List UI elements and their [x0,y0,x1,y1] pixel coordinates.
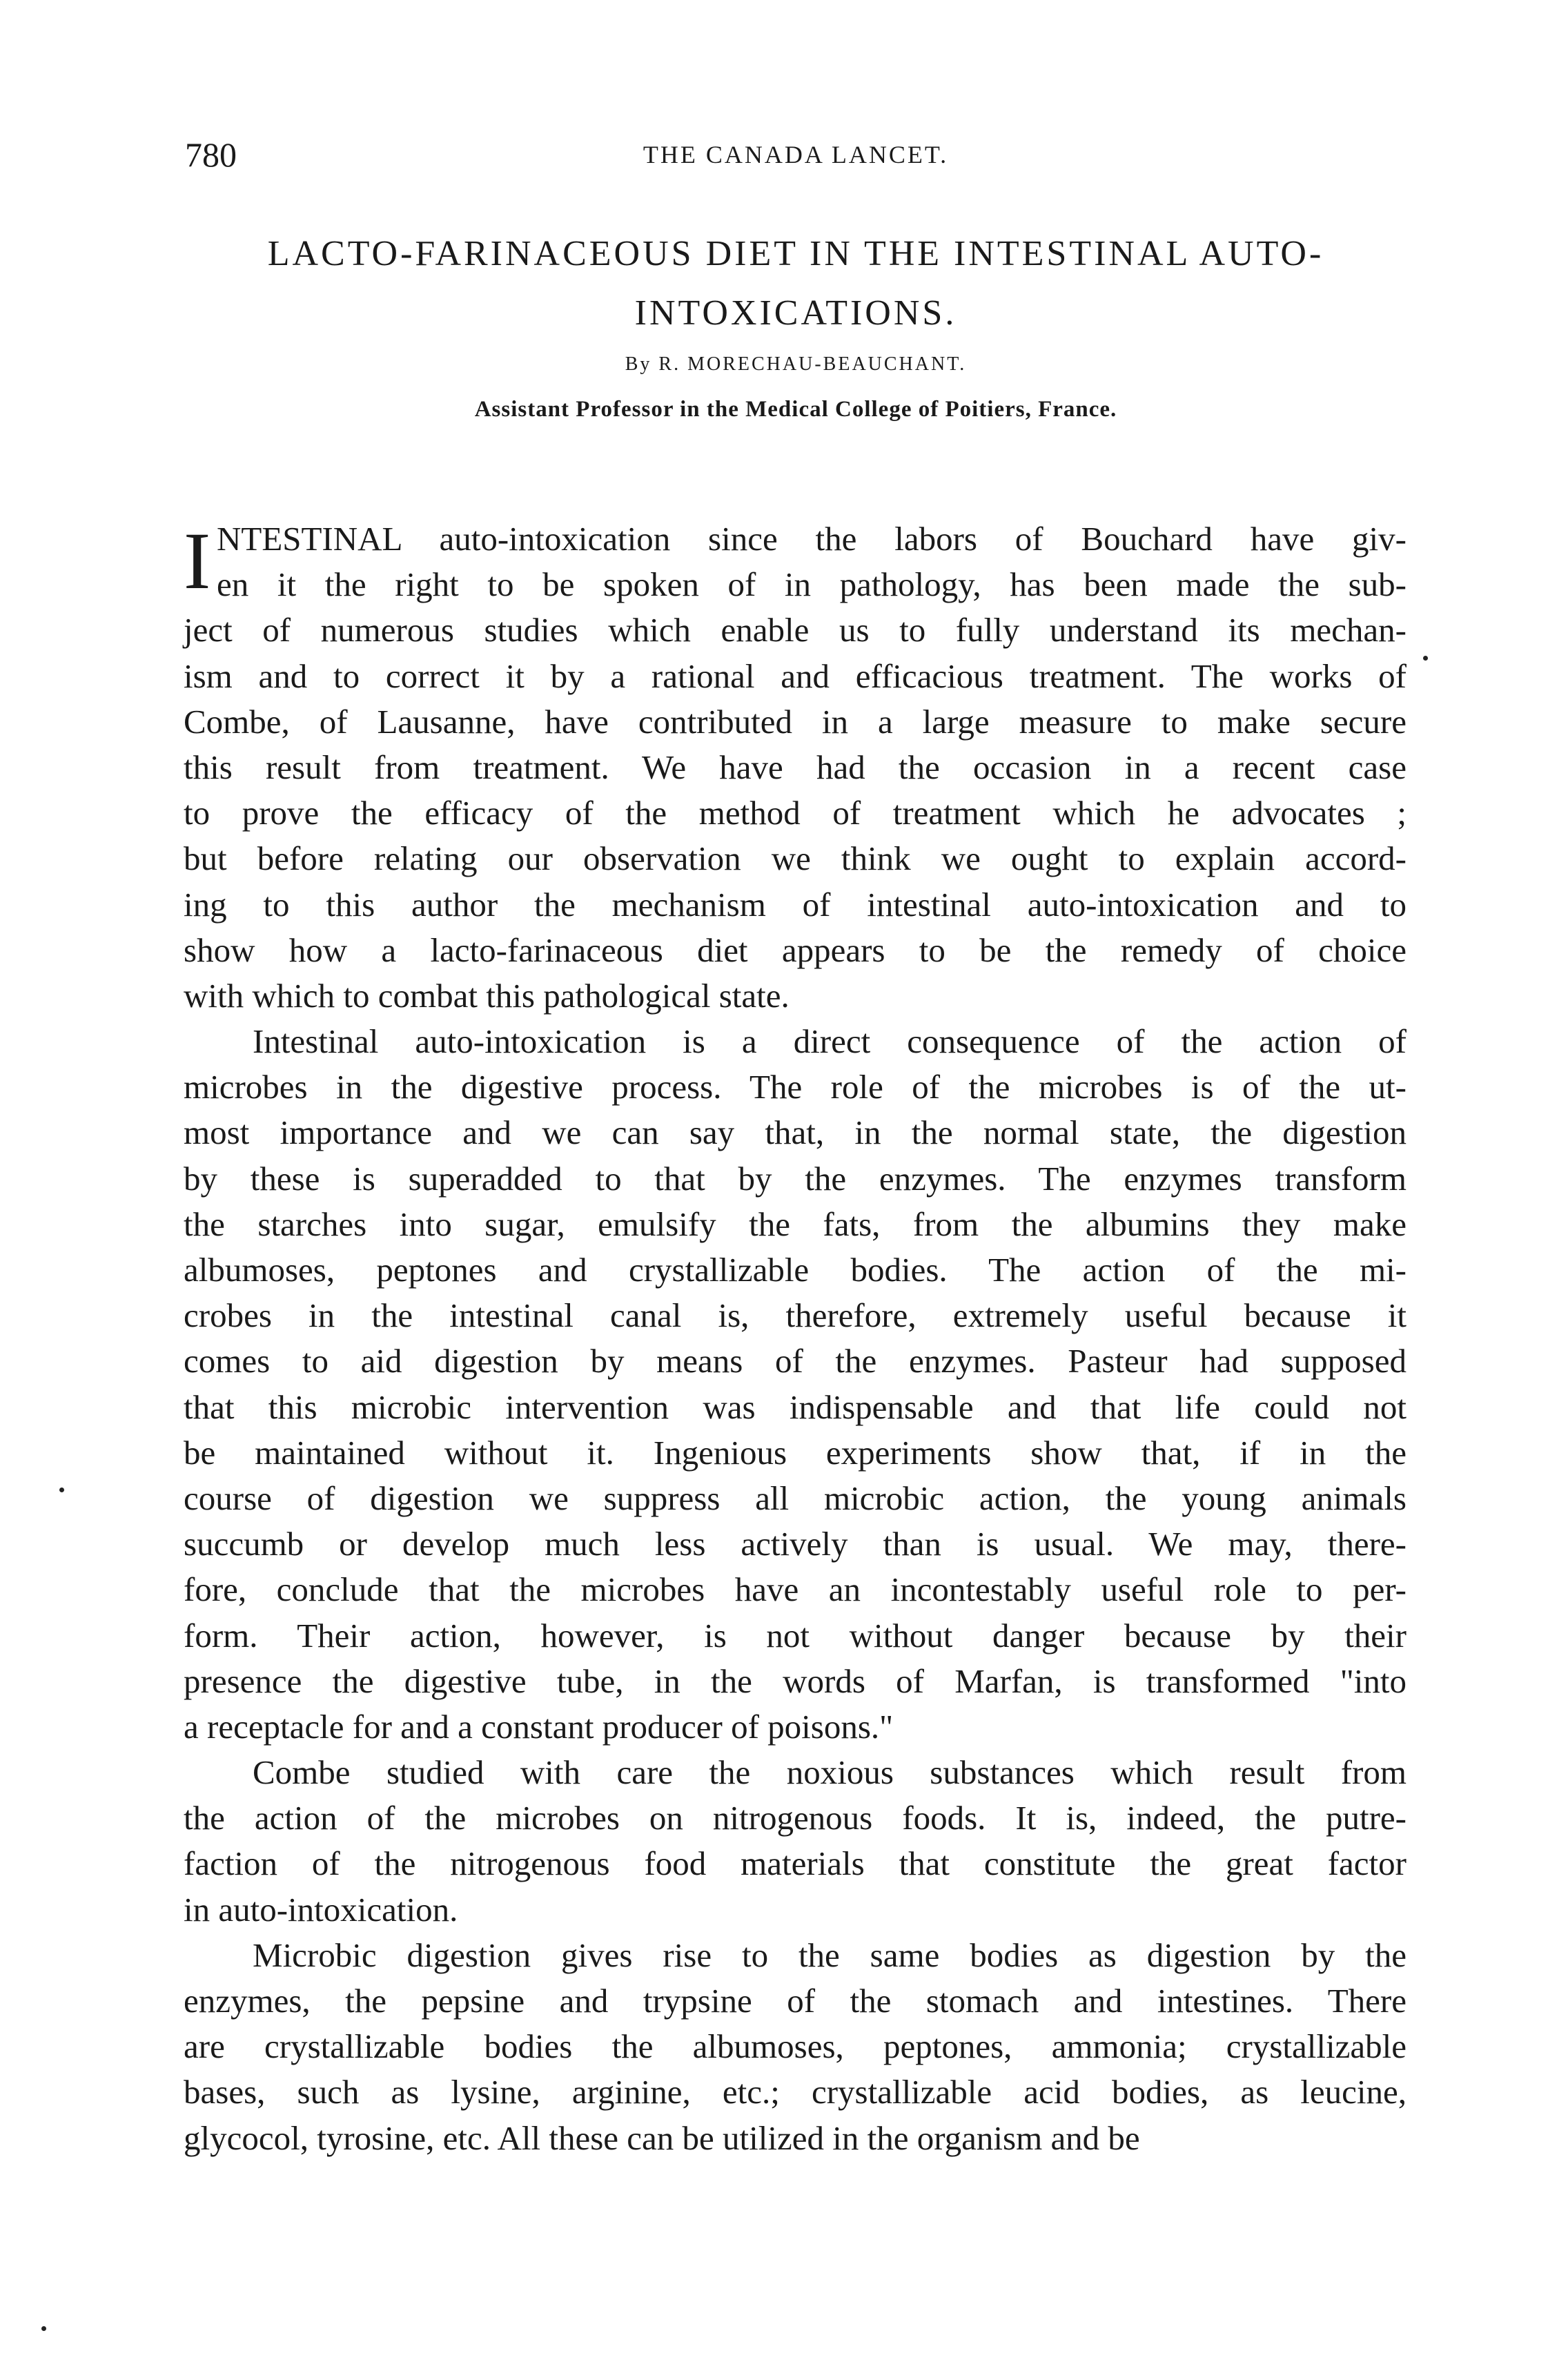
text-line: Intestinal auto-intoxication is a direct consequence of the action of [253,1022,1407,1061]
text-line: be maintained without it. Ingenious experiments show that, if in the [184,1433,1407,1472]
print-speck [1423,656,1428,661]
text-line: Combe studied with care the noxious substances which result from [253,1753,1407,1792]
text-line: most importance and we can say that, in the normal state, the digestion [184,1113,1407,1152]
text-line: form. Their action, however, is not without danger because by their [184,1616,1407,1655]
print-speck [59,1488,64,1492]
drop-cap: I [184,516,211,606]
article-body [184,516,1407,2161]
text-line: course of digestion we suppress all microbic action, the young animals [184,1479,1407,1517]
title-line: INTOXICATIONS. [634,293,957,333]
paragraph [184,516,1407,1019]
text-line: glycocol, tyrosine, etc. All these can be utilized in the organism and be [184,2118,1140,2157]
paragraph [184,1019,1407,1750]
paragraph [184,1750,1407,1933]
page-header [185,135,1407,176]
running-title: THE CANADA LANCET. [643,141,949,168]
print-speck [41,2326,46,2331]
text-line: are crystallizable bodies the albumoses, peptones, ammonia; crystallizable [184,2027,1407,2066]
text-line: bases, such as lysine, arginine, etc.; crystallizable acid bodies, as leucine, [184,2073,1407,2111]
title-line: LACTO-FARINACEOUS DIET IN THE INTESTINAL AUTO- [267,234,1324,273]
text-line: presence the digestive tube, in the words of Marfan, is transformed "into [184,1661,1407,1700]
text-line: Combe, of Lausanne, have contributed in a large measure to make secure [184,702,1407,741]
page-number: 780 [185,135,237,174]
text-line: with which to combat this pathological state. [184,976,790,1015]
text-line: Microbic digestion gives rise to the same bodies as digestion by the [253,1935,1407,1974]
text-line: that this microbic intervention was indispensable and that life could not [184,1387,1407,1426]
text-line: fore, conclude that the microbes have an incontestably useful role to per- [184,1570,1407,1609]
text-line: en it the right to be spoken of in pathology, has been made the sub- [217,565,1407,604]
text-line: faction of the nitrogenous food materials that constitute the great factor [184,1844,1407,1883]
text-line: a receptacle for and a constant producer of poisons." [184,1707,894,1746]
text-line: ing to this author the mechanism of intestinal auto-intoxication and to [184,885,1407,924]
text-line: the starches into sugar, emulsify the fats, from the albumins they make [184,1204,1407,1243]
text-line: but before relating our observation we think we ought to explain accord- [184,839,1407,878]
text-line: this result from treatment. We have had the occasion in a recent case [184,748,1407,786]
text-line: ism and to correct it by a rational and efficacious treatment. The works of [184,656,1407,695]
author-affiliation: Assistant Professor in the Medical College of Poitiers, France. [474,397,1117,422]
text-line: enzymes, the pepsine and trypsine of the stomach and intestines. There [184,1982,1407,2020]
text-line: by these is superadded to that by the enzymes. The enzymes transform [184,1159,1407,1198]
text-line: comes to aid digestion by means of the enzymes. Pasteur had supposed [184,1342,1407,1381]
text-line: NTESTINAL auto-intoxication since the labors of Bouchard have giv- [217,520,1407,558]
text-line: to prove the efficacy of the method of treatment which he advocates ; [184,794,1407,832]
text-line: microbes in the digestive process. The role of the microbes is of the ut- [184,1068,1407,1106]
text-line: ject of numerous studies which enable us to fully understand its mechan- [184,611,1407,650]
text-line: albumoses, peptones and crystallizable bodies. The action of the mi- [184,1251,1407,1289]
text-line: in auto-intoxication. [184,1890,458,1929]
text-line: crobes in the intestinal canal is, therefore, extremely useful because it [184,1296,1407,1335]
paragraph [184,1933,1407,2161]
byline: By R. MORECHAU-BEAUCHANT. [625,353,967,375]
text-line: the action of the microbes on nitrogenous foods. It is, indeed, the putre- [184,1799,1407,1837]
text-line: show how a lacto-farinaceous diet appears to be the remedy of choice [184,930,1407,969]
text-line: succumb or develop much less actively than is usual. We may, there- [184,1525,1407,1563]
article-title [185,224,1407,343]
